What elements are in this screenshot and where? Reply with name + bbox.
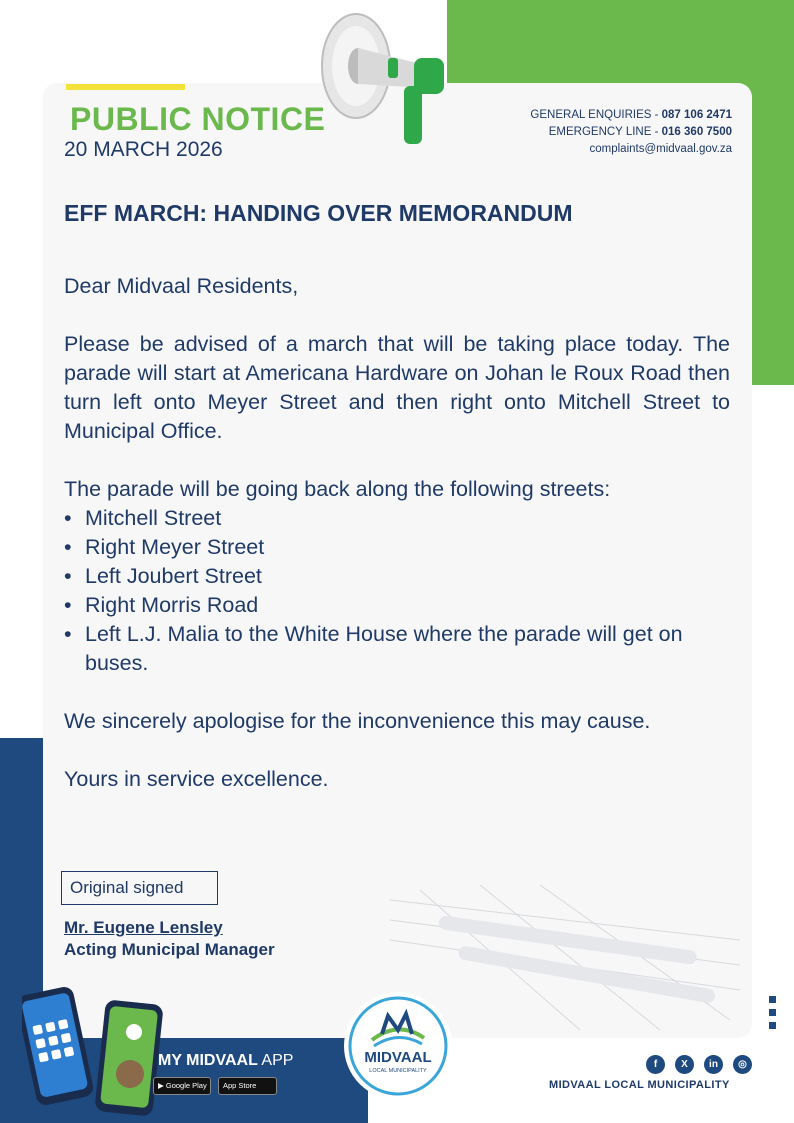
yellow-accent-bar <box>66 84 185 90</box>
x-icon[interactable]: X <box>675 1055 694 1074</box>
list-item: • Left L.J. Malia to the White House where the parade will get on buses. <box>64 620 730 678</box>
contact-block <box>530 107 732 158</box>
app-store-badge[interactable] <box>218 1077 277 1095</box>
app-title <box>158 1052 293 1070</box>
route-list <box>64 504 730 678</box>
list-item: • Left Joubert Street <box>64 562 730 591</box>
linkedin-icon[interactable]: in <box>704 1055 723 1074</box>
facebook-icon[interactable]: f <box>646 1055 665 1074</box>
enquiries-number[interactable]: 087 106 2471 <box>661 109 732 121</box>
side-decoration <box>769 996 777 1035</box>
emergency-number[interactable]: 016 360 7500 <box>661 126 732 138</box>
emergency-line <box>530 124 732 141</box>
paragraph-march: Please be advised of a march that will be taking place today. The parade will start at Americana Hardware on Johan le Roux Road then turn left onto Meyer Street and then right onto Mitchell Street to Municipal Office. <box>64 332 730 443</box>
list-item: • Right Meyer Street <box>64 533 730 562</box>
google-play-badge[interactable]: ▶ Google Play <box>153 1077 211 1095</box>
notice-title: PUBLIC NOTICE <box>70 101 326 137</box>
app-title-bold: MY MIDVAAL <box>158 1052 258 1069</box>
email-link[interactable]: complaints@midvaal.gov.za <box>589 143 732 155</box>
apology: We sincerely apologise for the inconvenience this may cause. <box>64 709 651 733</box>
phones-illustration <box>22 982 172 1117</box>
instagram-icon[interactable]: ◎ <box>733 1055 752 1074</box>
salutation: Dear Midvaal Residents, <box>64 274 299 298</box>
app-title-rest: APP <box>257 1052 294 1069</box>
notice-date: 20 MARCH 2026 <box>64 138 223 161</box>
list-item: • Mitchell Street <box>64 504 730 533</box>
emergency-label: EMERGENCY LINE - <box>548 126 662 138</box>
megaphone-icon <box>318 8 463 148</box>
midvaal-logo <box>342 990 454 1102</box>
enquiries-label: GENERAL ENQUIRIES - <box>530 109 662 121</box>
closing: Yours in service excellence. <box>64 767 329 791</box>
app-store-label: App Store <box>223 1081 257 1090</box>
list-item: • Right Morris Road <box>64 591 730 620</box>
google-play-label: Google Play <box>165 1081 207 1090</box>
social-links <box>646 1055 752 1074</box>
paragraph-return: The parade will be going back along the following streets: <box>64 477 611 501</box>
logo-wordmark: MIDVAAL <box>364 1049 432 1066</box>
original-signed-box: Original signed <box>61 871 218 905</box>
signatory-name: Mr. Eugene Lensley <box>64 918 223 937</box>
signatory-role: Acting Municipal Manager <box>64 940 275 959</box>
logo-subtitle: LOCAL MUNICIPALITY <box>369 1068 427 1074</box>
enquiries-line <box>530 107 732 124</box>
notice-body <box>64 272 730 794</box>
notice-heading: EFF MARCH: HANDING OVER MEMORANDUM <box>64 200 573 226</box>
footer-org-name: MIDVAAL LOCAL MUNICIPALITY <box>549 1079 730 1091</box>
